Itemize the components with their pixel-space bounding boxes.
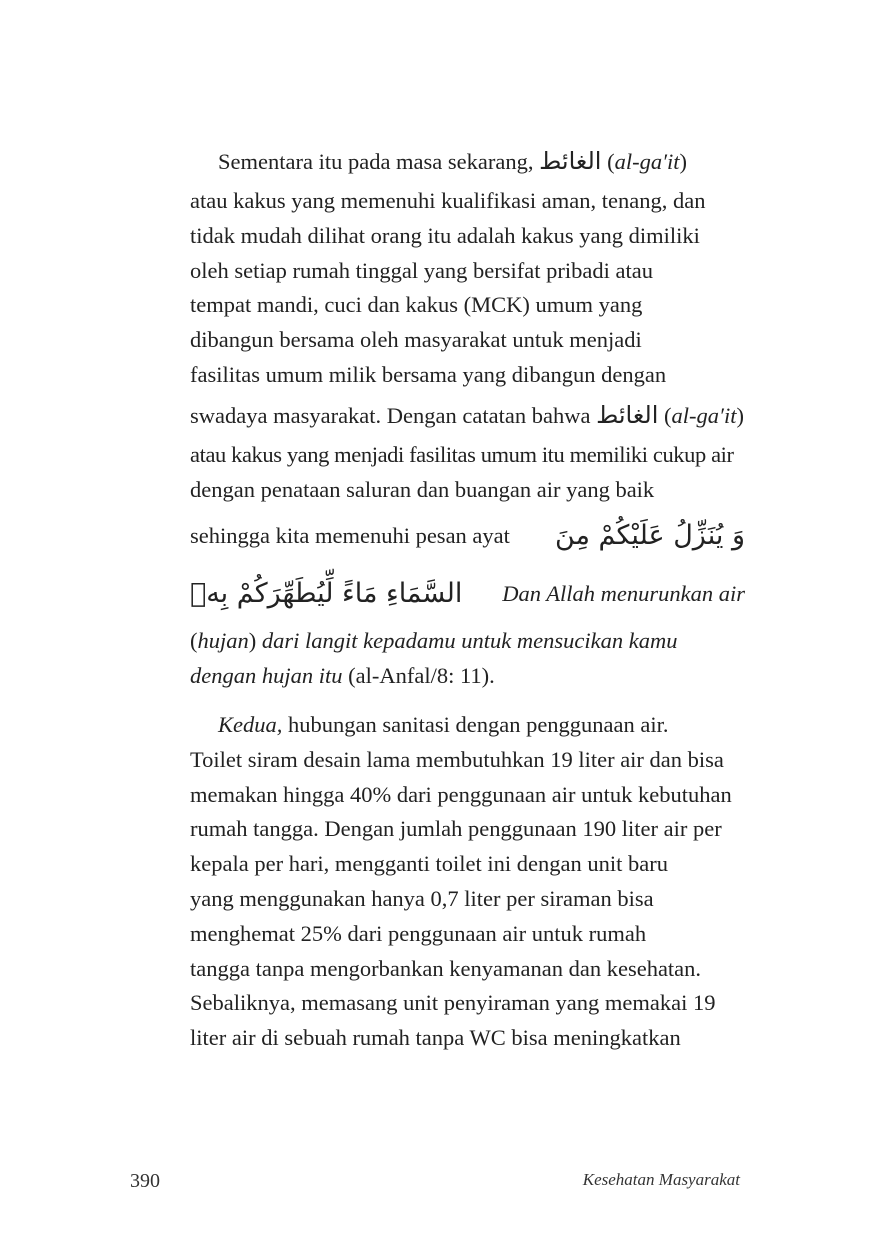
- paragraph-2-line: rumah tangga. Dengan jumlah penggunaan 190 liter air per: [190, 816, 722, 842]
- paragraph-1-line: [190, 624, 745, 659]
- verse-translation: Dan Allah menurunkan air: [502, 581, 745, 607]
- verse-translation: dari langit kepadamu untuk mensucikan kamu: [261, 628, 678, 654]
- arabic-verse: وَ يُنَزِّلُ عَلَيْكُمْ مِنَ: [554, 520, 745, 552]
- paragraph-2-line: [190, 708, 745, 743]
- paragraph-1-line: [190, 139, 745, 184]
- paragraph-1-line: oleh setiap rumah tinggal yang bersifat pribadi atau: [190, 257, 653, 283]
- text-span: (: [607, 149, 615, 174]
- body-text: [190, 139, 745, 1056]
- paragraph-2-line: yang menggunakan hanya 0,7 liter per siraman bisa: [190, 885, 654, 911]
- running-title: Kesehatan Masyarakat: [582, 1170, 740, 1189]
- paragraph-1-line: [190, 565, 745, 624]
- paragraph-2-line: liter air di sebuah rumah tanpa WC bisa meningkatkan: [190, 1025, 681, 1051]
- paragraph-1-line: tempat mandi, cuci dan kakus (MCK) umum yang: [190, 292, 643, 318]
- paragraph-1-line: dengan penataan saluran dan buangan air yang baik: [190, 476, 655, 502]
- paragraph-2-line: Sebaliknya, memasang unit penyiraman yang memakai 19: [190, 990, 716, 1016]
- paragraph-1-line: tidak mudah dilihat orang itu adalah kakus yang dimiliki: [190, 222, 700, 248]
- paragraph-2-line: Toilet siram desain lama membutuhkan 19 liter air dan bisa: [190, 746, 724, 772]
- text-span: (: [664, 402, 672, 428]
- text-span: (: [190, 628, 198, 654]
- text-span: Sementara itu pada masa sekarang,: [218, 149, 534, 174]
- text-span: hubungan sanitasi dengan penggunaan air.: [288, 711, 669, 737]
- paragraph-2-line: kepala per hari, mengganti toilet ini dengan unit baru: [190, 851, 668, 877]
- paragraph-2-line: tangga tanpa mengorbankan kenyamanan dan kesehatan.: [190, 955, 702, 981]
- text-span: ): [248, 628, 257, 654]
- text-span: Kedua,: [218, 711, 283, 737]
- paragraph-2-line: memakan hingga 40% dari penggunaan air untuk kebutuhan: [190, 781, 732, 807]
- arabic-term: الغائط: [596, 400, 659, 429]
- paragraph-1-line: [190, 393, 745, 438]
- paragraph-1-line: dibangun bersama oleh masyarakat untuk menjadi: [190, 327, 642, 353]
- verse-translation: dengan hujan itu: [190, 663, 343, 689]
- arabic-term: الغائط: [539, 147, 602, 175]
- text-span: sehingga kita memenuhi pesan ayat: [190, 523, 510, 549]
- text-span: swadaya masyarakat. Dengan catatan bahwa: [190, 402, 591, 428]
- transliteration: al-ga′it: [671, 402, 737, 428]
- transliteration: al-ga′it: [614, 149, 680, 174]
- paragraph-1-line: atau kakus yang menjadi fasilitas umum itu memiliki cukup air: [190, 441, 734, 467]
- paragraph-2-line: menghemat 25% dari penggunaan air untuk rumah: [190, 920, 647, 946]
- verse-translation: hujan: [197, 628, 249, 654]
- paragraph-1-line: [190, 659, 745, 694]
- arabic-verse: السَّمَاءِ مَاءً لِّيُطَهِّرَكُمْ بِهٖ: [190, 578, 463, 610]
- paragraph-1-line: [190, 507, 745, 565]
- page-number: 390: [130, 1170, 160, 1192]
- verse-citation: (al-Anfal/8: 11).: [348, 663, 495, 689]
- text-span: ): [679, 149, 688, 174]
- paragraph-1-line: atau kakus yang memenuhi kualifikasi aman, tenang, dan: [190, 188, 706, 213]
- paragraph-1-line: fasilitas umum milik bersama yang dibangun dengan: [190, 361, 667, 387]
- text-span: ): [736, 402, 744, 428]
